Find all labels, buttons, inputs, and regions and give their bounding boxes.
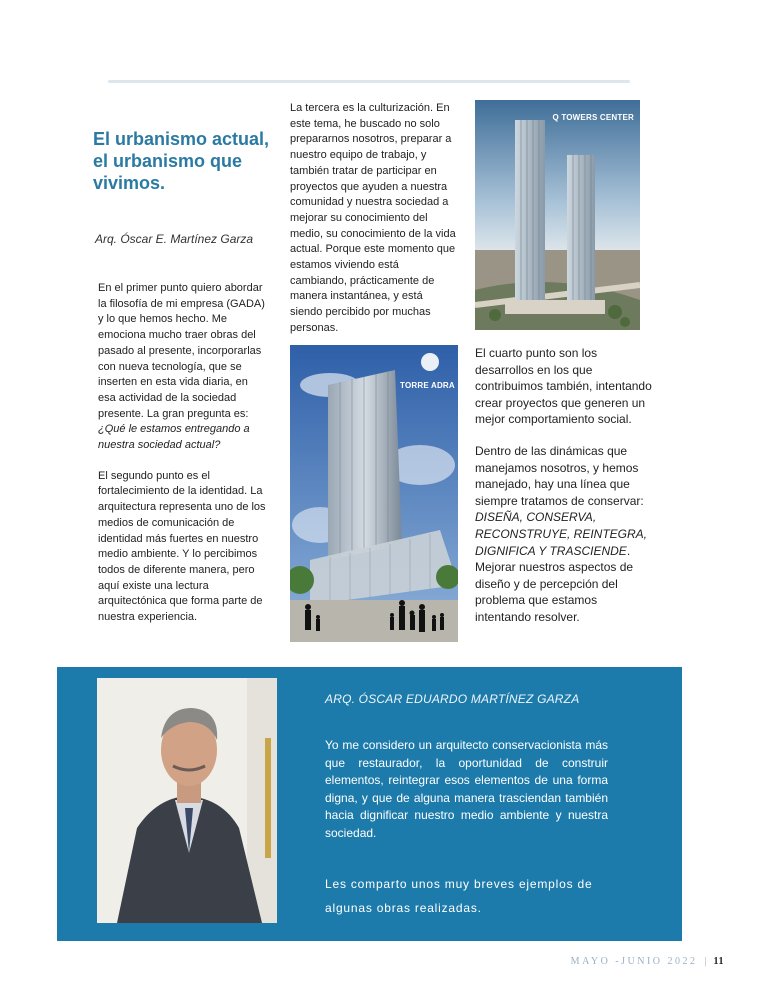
text-column-3 [475,345,653,641]
text-column-1 [98,281,268,641]
author-portrait [97,678,277,923]
key-question: ¿Qué le estamos entregando a nuestra sociedad actual? [98,423,250,452]
paragraph-text: . Mejorar nuestros aspectos de diseño y de percepción del problema que estamos intentando resolver. [475,543,634,624]
image-label: Q TOWERS CENTER [552,113,634,122]
author-quote: Yo me considero un arquitecto conservacionista más que restaurador, la oportunidad de construir elementos, reintegrar esos elementos de una forma digna, y que de alguna manera trasciendan también hacia dignificar nuestro medio ambiente y nuestra sociedad. [325,738,608,840]
image-label: TORRE ADRA [400,381,455,390]
paragraph: El cuarto punto son los desarrollos en los que contribuimos también, intentando crear proyectos que generen un mejor comportamiento social. [475,346,652,427]
paragraph [98,281,268,454]
q-towers-center-image [475,100,640,330]
text-column-2 [290,101,458,352]
closing-text: Les comparto unos muy breves ejemplos de algunas obras realizadas. [325,877,593,915]
paragraph: La tercera es la culturización. En este tema, he buscado no solo prepararnos nosotros, preparar a nuestro equipo de trabajo, y también tratar de participar en proyectos que ayuden a nuestra comunidad y nuestra sociedad a mejorar su conocimiento del medio, su conocimiento de la vida actual. Porque este momento que estamos viviendo está cambiando, prácticamente de manera instantánea, y está siendo percibido por muchas personas. [290,102,456,334]
keywords: DISEÑA, CONSERVA, RECONSTRUYE, REINTEGRA, DIGNIFICA Y TRASCIENDE [475,510,648,558]
author-name: ARQ. ÓSCAR EDUARDO MARTÍNEZ GARZA [325,692,580,706]
page-footer [571,956,724,967]
paragraph [475,443,653,626]
paragraph-text: Dentro de las dinámicas que manejamos nosotros, y hemos manejado, hay una línea que siempre tratamos de conservar: [475,443,644,508]
paragraph: El segundo punto es el fortalecimiento de la identidad. La arquitectura representa uno de los medios de comunicación de identidad más fuertes en nuestro medio ambiente. Y lo percibimos todos de diferente manera, pero aquí existe una lectura arquitectónica que forma parte de nuestra experiencia. [98,469,266,624]
top-divider [108,80,630,83]
author-banner [57,667,682,941]
issue-date: MAYO -JUNIO 2022 [570,956,698,967]
footer-separator: | [704,956,707,967]
page-number: 11 [713,956,724,967]
article-title: El urbanismo actual, el urbanismo que vivimos. [93,129,270,193]
article-author: Arq. Óscar E. Martínez Garza [95,232,254,246]
paragraph-text: En el primer punto quiero abordar la filosofía de mi empresa (GADA) y lo que hemos hecho. Me emociona mucho traer obras del pasado al presente, incorporarlas con nueva tecnología, que se inserten en esta vida diaria, en esa actividad de la sociedad presente. La gran pregunta es: [98,282,265,420]
torre-adra-image [290,345,458,642]
